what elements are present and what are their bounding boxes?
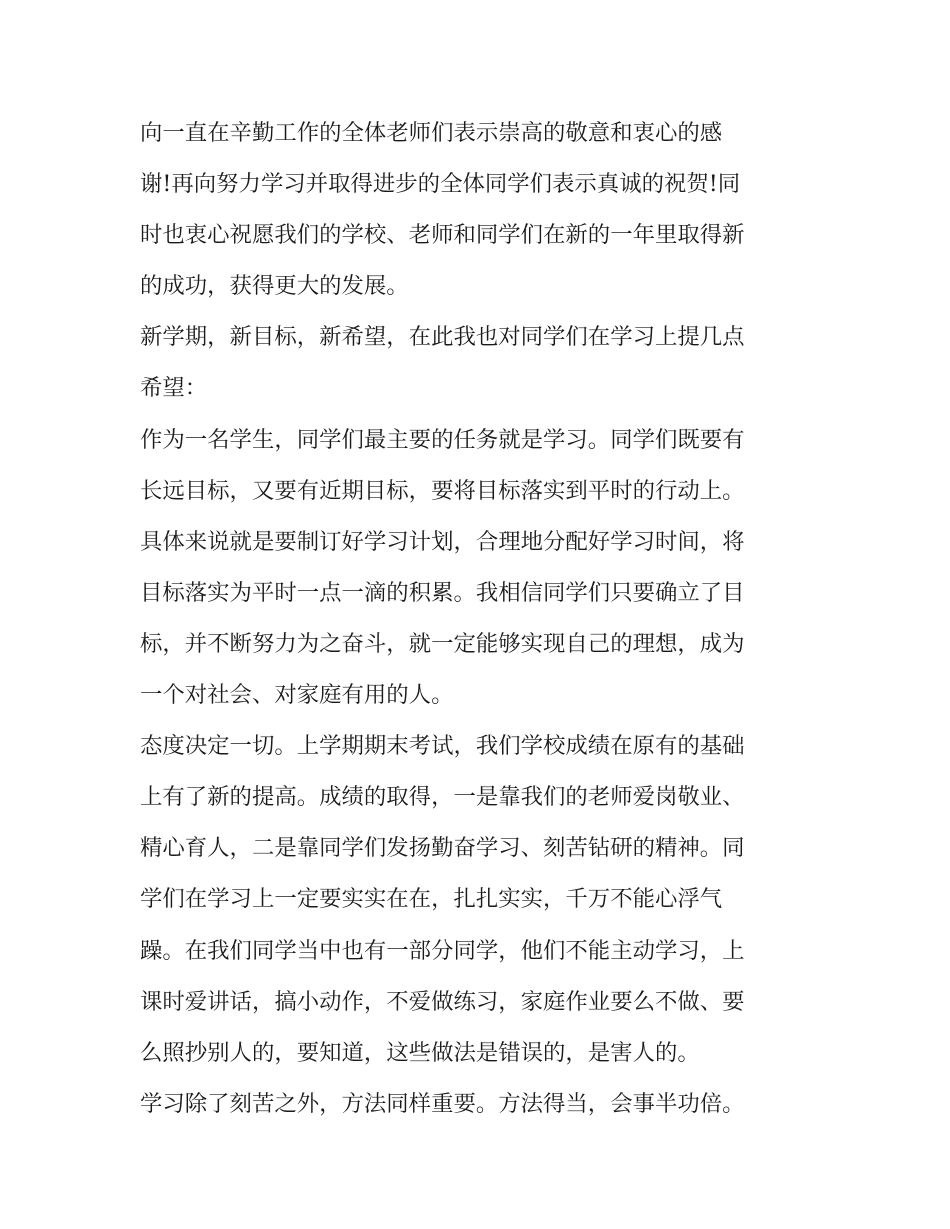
text-line-4: 的成功，获得更大的发展。 bbox=[140, 273, 409, 300]
text-line-2: 谢!再向努力学习并取得进步的全体同学们表示真诚的祝贺!同 bbox=[140, 171, 741, 198]
text-line-13: 态度决定一切。上学期期末考试，我们学校成绩在原有的基础 bbox=[140, 733, 745, 760]
text-line-9: 具体来说就是要制订好学习计划，合理地分配好学习时间，将 bbox=[140, 528, 745, 555]
text-line-17: 躁。在我们同学当中也有一部分同学，他们不能主动学习，上 bbox=[140, 937, 745, 964]
text-line-5: 新学期，新目标，新希望，在此我也对同学们在学习上提几点 bbox=[140, 324, 745, 351]
text-line-14: 上有了新的提高。成绩的取得，一是靠我们的老师爱岗敬业、 bbox=[140, 784, 745, 811]
text-line-1: 向一直在辛勤工作的全体老师们表示崇高的敬意和衷心的感 bbox=[140, 120, 723, 146]
text-line-10: 目标落实为平时一点一滴的积累。我相信同学们只要确立了目 bbox=[140, 579, 745, 606]
text-line-15: 精心育人，二是靠同学们发扬勤奋学习、刻苦钻研的精神。同 bbox=[140, 835, 745, 862]
text-line-6: 希望： bbox=[140, 375, 208, 402]
text-line-18: 课时爱讲话，搞小动作，不爱做练习，家庭作业要么不做、要 bbox=[140, 988, 745, 1015]
text-line-20: 学习除了刻苦之外，方法同样重要。方法得当，会事半功倍。 bbox=[140, 1090, 745, 1117]
body-text bbox=[140, 108, 820, 1130]
text-line-3: 时也衷心祝愿我们的学校、老师和同学们在新的一年里取得新 bbox=[140, 222, 745, 249]
text-line-7: 作为一名学生，同学们最主要的任务就是学习。同学们既要有 bbox=[140, 426, 745, 453]
text-line-16: 学们在学习上一定要实实在在，扎扎实实，千万不能心浮气 bbox=[140, 886, 723, 913]
text-line-8: 长远目标，又要有近期目标，要将目标落实到平时的行动上。 bbox=[140, 477, 745, 504]
text-line-12: 一个对社会、对家庭有用的人。 bbox=[140, 682, 454, 709]
text-line-19: 么照抄别人的，要知道，这些做法是错误的，是害人的。 bbox=[140, 1039, 700, 1066]
text-line-11: 标，并不断努力为之奋斗，就一定能够实现自己的理想，成为 bbox=[140, 630, 745, 657]
